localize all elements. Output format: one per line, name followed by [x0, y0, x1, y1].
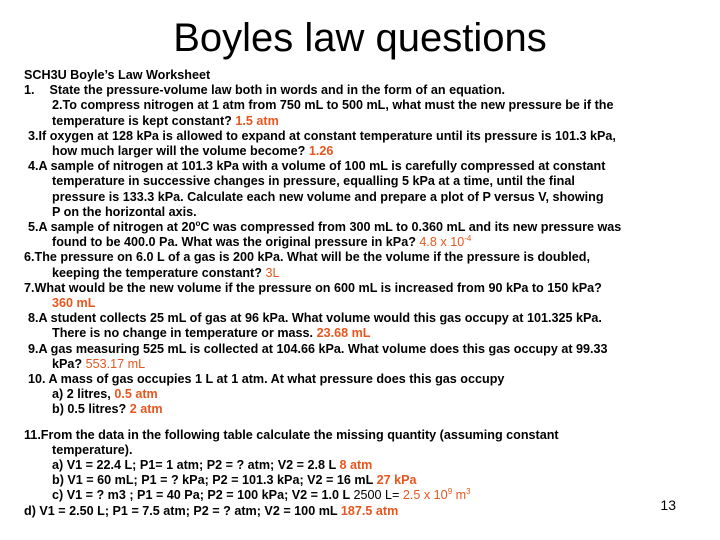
answer-3: 1.26 — [308, 144, 334, 159]
worksheet-header: SCH3U Boyle’s Law Worksheet — [24, 68, 211, 82]
answer-6: 3L — [265, 265, 280, 280]
question-11-part-c: c) V1 = ? m3 ; P1 = 40 Pa; P2 = 100 kPa; V2 = 1.0 L 2500 L= 2.5 x $10^9$ $m^3$ — [52, 487, 471, 503]
question-10-part-a: a) 2 litres, 0.5 atm — [52, 387, 158, 402]
question-2-line-2: temperature is kept constant? 1.5 atm — [52, 113, 279, 128]
question-4-line-3: pressure is 133.3 kPa. Calculate each new volume and prepare a plot of P versus V, showing — [52, 189, 604, 204]
slide-title: Boyles law questions — [173, 16, 547, 60]
worksheet-body — [24, 68, 700, 519]
answer-7: 360 mL — [52, 296, 96, 311]
question-7-line-1: 7.What would be the new volume if the pressure on 600 mL is increased from 90 kPa to 150 kPa? — [24, 280, 602, 295]
answer-11a: 8 atm — [339, 458, 373, 473]
question-8-line-2: There is no change in temperature or mass. 23.68 mL — [52, 326, 371, 341]
question-9-line-1: 9.A gas measuring 525 mL is collected at 104.66 kPa. What volume does this gas occupy at 99.33 — [28, 341, 608, 356]
question-4-line-2: temperature in successive changes in pressure, equalling 5 kPa at a time, until the final — [52, 174, 575, 189]
answer-10b: 2 atm — [129, 402, 163, 417]
question-2-line-1: 2.To compress nitrogen at 1 atm from 750 mL to 500 mL, what must the new pressure be if the — [52, 98, 614, 113]
answer-8: 23.68 mL — [316, 326, 371, 341]
question-1-line-1: 1. State the pressure-volume law both in words and in the form of an equation. — [24, 83, 506, 98]
answer-11d: 187.5 atm — [340, 503, 399, 518]
question-4-line-4: P on the horizontal axis. — [52, 204, 197, 219]
question-11-line-1: 11.From the data in the following table calculate the missing quantity (assuming constant — [24, 427, 559, 442]
answer-5: 4.8 x 10 — [419, 235, 465, 250]
question-8-line-1: 8.A student collects 25 mL of gas at 96 kPa. What volume would this gas occupy at 101.325 kPa. — [28, 311, 602, 326]
question-11-line-2: temperature). — [52, 442, 133, 457]
question-9-line-2: kPa? 553.17 mL — [52, 356, 146, 371]
question-11-part-d: d) V1 = 2.50 L; P1 = 7.5 atm; P2 = ? atm; V2 = 100 mL 187.5 atm — [24, 503, 399, 518]
answer-2: 1.5 atm — [235, 113, 279, 128]
answer-9: 553.17 mL — [85, 356, 146, 371]
question-11-part-a: a) V1 = 22.4 L; P1= 1 atm; P2 = ? atm; V2 = 2.8 L 8 atm — [52, 458, 373, 473]
question-10-line-1: 10. A mass of gas occupies 1 L at 1 atm. At what pressure does this gas occupy — [28, 372, 505, 387]
question-3-line-1: 3.If oxygen at 128 kPa is allowed to expand at constant temperature until its pressure is 101.3 kPa, — [28, 128, 616, 143]
question-11-part-b: b) V1 = 60 mL; P1 = ? kPa; P2 = 101.3 kPa; V2 = 16 mL 27 kPa — [52, 473, 417, 488]
answer-10a: 0.5 atm — [114, 387, 158, 402]
answer-11b: 27 kPa — [376, 473, 417, 488]
question-3-line-2: how much larger will the volume become? 1.26 — [52, 144, 334, 159]
question-4-line-1: 4.A sample of nitrogen at 101.3 kPa with a volume of 100 mL is carefully compressed at constant — [28, 159, 606, 174]
question-5-line-1: 5.A sample of nitrogen at 20$^o$C was compressed from 300 mL to 0.360 mL and its new pressure was — [28, 219, 622, 235]
page-number: 13 — [660, 497, 676, 513]
question-10-part-b: b) 0.5 litres? 2 atm — [52, 402, 163, 417]
answer-11c: 2.5 x 10 — [402, 488, 448, 503]
question-5-line-2: found to be 400.0 Pa. What was the original pressure in kPa? 4.8 x $10^{-4}$ — [52, 234, 472, 250]
question-6-line-2: keeping the temperature constant? 3L — [52, 265, 280, 280]
question-6-line-1: 6.The pressure on 6.0 L of a gas is 200 kPa. What will be the volume if the pressure is doubled, — [24, 250, 590, 265]
